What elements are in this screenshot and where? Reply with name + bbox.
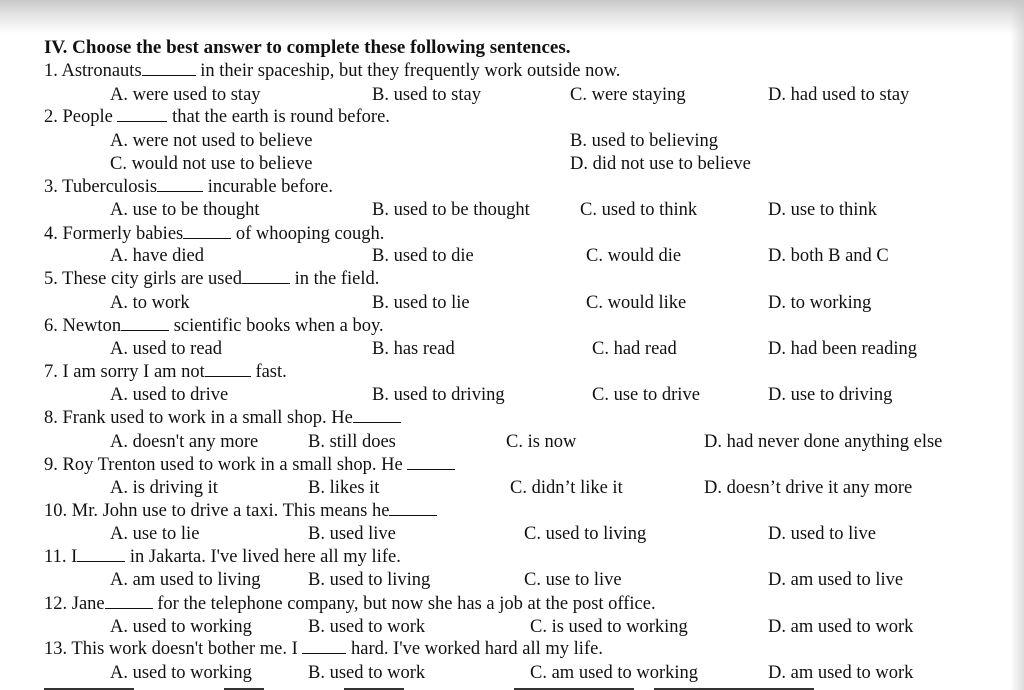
question-11-stem-before: 11. I xyxy=(44,547,78,567)
question-1 xyxy=(44,60,620,82)
q3-option-b[interactable]: B. used to be thought xyxy=(372,200,530,220)
question-10-stem-before: 10. Mr. John use to drive a taxi. This means he xyxy=(44,501,390,521)
q8-option-d[interactable]: D. had never done anything else xyxy=(704,432,943,452)
question-6-stem-before: 6. Newton xyxy=(44,316,122,336)
q10-option-c[interactable]: C. used to living xyxy=(524,524,647,544)
q2-option-a[interactable]: A. were not used to believe xyxy=(110,131,313,151)
q5-option-b[interactable]: B. used to lie xyxy=(372,293,470,313)
question-12-blank xyxy=(105,593,153,609)
question-6-stem-after: scientific books when a boy. xyxy=(173,316,384,336)
question-13-stem-before: 13. This work doesn't bother me. I xyxy=(44,639,298,659)
q2-option-b[interactable]: B. used to believing xyxy=(570,131,718,151)
question-10 xyxy=(44,500,437,522)
question-2 xyxy=(44,106,390,128)
q5-option-d[interactable]: D. to working xyxy=(768,293,872,313)
q11-option-a[interactable]: A. am used to living xyxy=(110,570,261,590)
q5-option-a[interactable]: A. to work xyxy=(110,293,190,313)
question-12 xyxy=(44,593,656,615)
question-3-stem-after: incurable before. xyxy=(207,177,334,197)
q7-option-b[interactable]: B. used to driving xyxy=(372,385,505,405)
q9-option-c[interactable]: C. didn’t like it xyxy=(510,478,623,498)
question-9 xyxy=(44,454,455,476)
question-8 xyxy=(44,407,401,429)
question-2-blank xyxy=(117,106,167,122)
question-7-blank xyxy=(205,361,251,377)
question-5-stem-before: 5. These city girls are used xyxy=(44,269,242,289)
question-9-blank xyxy=(407,454,455,470)
q6-option-d[interactable]: D. had been reading xyxy=(768,339,917,359)
q2-option-d[interactable]: D. did not use to believe xyxy=(570,154,751,174)
q2-option-c[interactable]: C. would not use to believe xyxy=(110,154,313,174)
q4-option-a[interactable]: A. have died xyxy=(110,246,205,266)
q5-option-c[interactable]: C. would like xyxy=(586,293,687,313)
question-2-stem-after: that the earth is round before. xyxy=(172,107,390,127)
question-7-stem-before: 7. I am sorry I am not xyxy=(44,362,205,382)
question-4-blank xyxy=(183,223,231,239)
q10-option-d[interactable]: D. used to live xyxy=(768,524,876,544)
q12-option-c[interactable]: C. is used to working xyxy=(530,617,688,637)
q12-option-a[interactable]: A. used to working xyxy=(110,617,252,637)
question-3 xyxy=(44,176,333,198)
scan-top-shadow xyxy=(0,0,1024,34)
question-1-stem-before: 1. Astronauts xyxy=(44,61,142,81)
q12-option-b[interactable]: B. used to work xyxy=(308,617,426,637)
question-10-blank xyxy=(389,500,437,516)
question-13-stem-after: hard. I've worked hard all my life. xyxy=(350,639,603,659)
q9-option-a[interactable]: A. is driving it xyxy=(110,478,218,498)
q11-option-b[interactable]: B. used to living xyxy=(308,570,431,590)
question-4-stem-before: 4. Formerly babies xyxy=(44,224,184,244)
question-12-stem-before: 12. Jane xyxy=(44,594,105,614)
q3-option-d[interactable]: D. use to think xyxy=(768,200,877,220)
q7-option-a[interactable]: A. used to drive xyxy=(110,385,229,405)
question-12-stem-after: for the telephone company, but now she has a job at the post office. xyxy=(157,594,656,614)
question-7-stem-after: fast. xyxy=(255,362,287,382)
question-4 xyxy=(44,223,384,245)
question-1-blank xyxy=(142,60,196,76)
q1-option-d[interactable]: D. had used to stay xyxy=(768,85,910,105)
q6-option-a[interactable]: A. used to read xyxy=(110,339,222,359)
question-11-stem-after: in Jakarta. I've lived here all my life. xyxy=(129,547,401,567)
cut-off-next-question-fragment xyxy=(44,682,824,690)
q12-option-d[interactable]: D. am used to work xyxy=(768,617,914,637)
q7-option-c[interactable]: C. use to drive xyxy=(592,385,700,405)
q6-option-c[interactable]: C. had read xyxy=(592,339,677,359)
q4-option-d[interactable]: D. both B and C xyxy=(768,246,889,266)
q13-option-a[interactable]: A. used to working xyxy=(110,663,252,683)
q11-option-c[interactable]: C. use to live xyxy=(524,570,622,590)
q1-option-b[interactable]: B. used to stay xyxy=(372,85,481,105)
question-1-stem-after: in their spaceship, but they frequently work outside now. xyxy=(200,61,621,81)
question-13 xyxy=(44,638,603,660)
question-11-blank xyxy=(77,546,125,562)
question-8-stem-before: 8. Frank used to work in a small shop. He xyxy=(44,408,353,428)
q8-option-a[interactable]: A. doesn't any more xyxy=(110,432,259,452)
question-11 xyxy=(44,546,401,568)
q1-option-a[interactable]: A. were used to stay xyxy=(110,85,261,105)
question-13-blank xyxy=(302,638,346,654)
q3-option-c[interactable]: C. used to think xyxy=(580,200,698,220)
q10-option-b[interactable]: B. used live xyxy=(308,524,396,544)
question-5 xyxy=(44,268,379,290)
q4-option-c[interactable]: C. would die xyxy=(586,246,682,266)
question-5-stem-after: in the field. xyxy=(294,269,380,289)
q10-option-a[interactable]: A. use to lie xyxy=(110,524,200,544)
question-3-blank xyxy=(157,176,203,192)
q11-option-d[interactable]: D. am used to live xyxy=(768,570,904,590)
q7-option-d[interactable]: D. use to driving xyxy=(768,385,893,405)
q6-option-b[interactable]: B. has read xyxy=(372,339,455,359)
question-5-blank xyxy=(242,268,290,284)
q3-option-a[interactable]: A. use to be thought xyxy=(110,200,260,220)
q13-option-b[interactable]: B. used to work xyxy=(308,663,426,683)
question-3-stem-before: 3. Tuberculosis xyxy=(44,177,158,197)
q4-option-b[interactable]: B. used to die xyxy=(372,246,474,266)
q9-option-b[interactable]: B. likes it xyxy=(308,478,380,498)
scan-right-shadow xyxy=(1010,0,1024,690)
q8-option-b[interactable]: B. still does xyxy=(308,432,396,452)
question-8-blank xyxy=(353,407,401,423)
section-heading: IV. Choose the best answer to complete these following sentences. xyxy=(44,37,571,58)
q8-option-c[interactable]: C. is now xyxy=(506,432,577,452)
question-9-stem-before: 9. Roy Trenton used to work in a small shop. He xyxy=(44,455,403,475)
q1-option-c[interactable]: C. were staying xyxy=(570,85,686,105)
question-2-stem-before: 2. People xyxy=(44,107,113,127)
q9-option-d[interactable]: D. doesn’t drive it any more xyxy=(704,478,913,498)
question-6-blank xyxy=(121,315,169,331)
q13-option-c[interactable]: C. am used to working xyxy=(530,663,699,683)
question-7 xyxy=(44,361,287,383)
question-4-stem-after: of whooping cough. xyxy=(235,224,385,244)
q13-option-d[interactable]: D. am used to work xyxy=(768,663,914,683)
question-6 xyxy=(44,315,384,337)
